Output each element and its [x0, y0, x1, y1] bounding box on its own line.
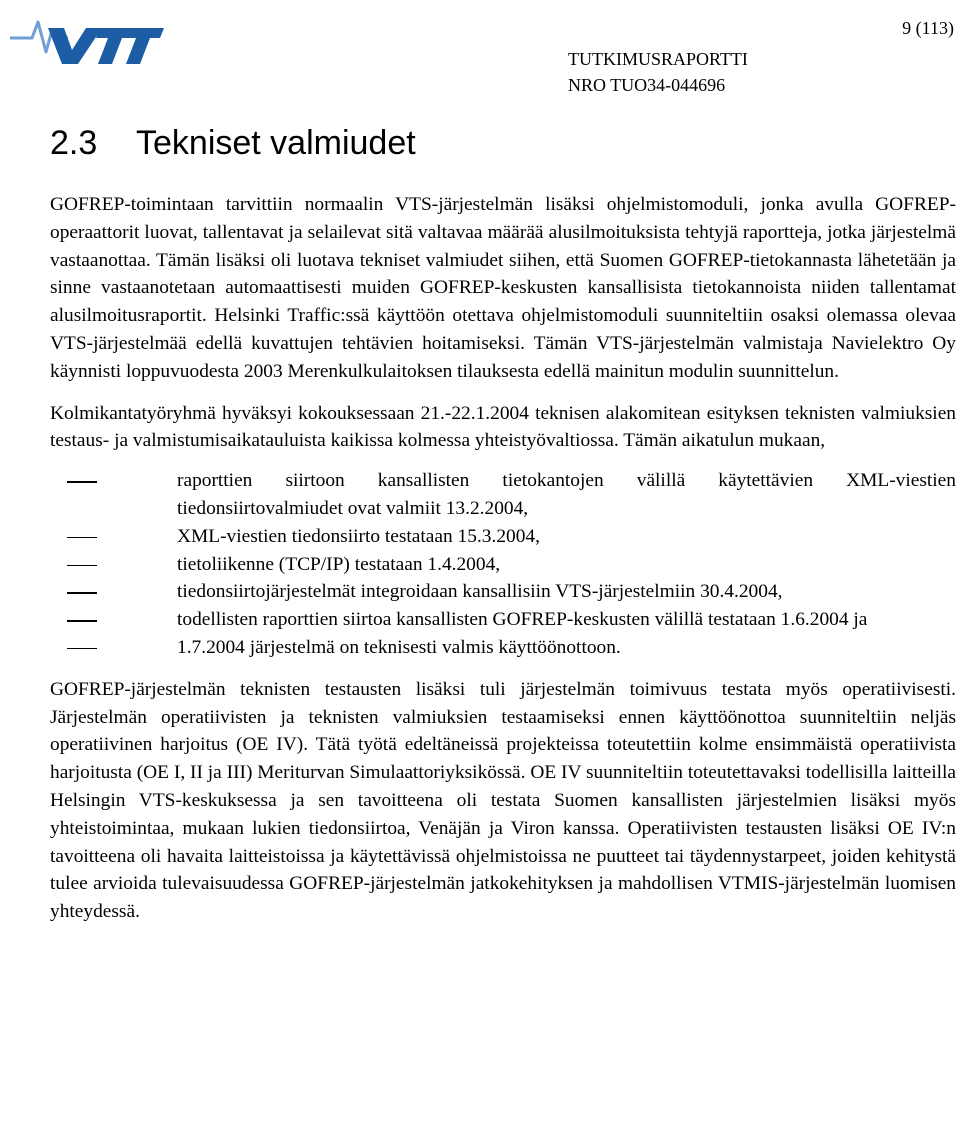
- section-title: Tekniset valmiudet: [136, 124, 416, 162]
- paragraph-operational-testing: GOFREP-järjestelmän teknisten testausten lisäksi tuli järjestelmän toimivuus testata myös operatiivisesti. Järjestelmän operatiivisten ja teknisten valmiuksien testaamiseksi ennen käyttöönottoa suunniteltiin neljäs operatiivinen harjoitus (OE IV). Tätä työtä edeltäneissä projekteissa toteutettiin kolme ensimmäistä operatiivista harjoitusta (OE I, II ja III) Meriturvan Simulaattoriyksikössä. OE IV suunniteltiin toteutettavaksi todellisilla laitteilla Helsingin VTS-keskuksessa ja sen tavoitteena oli testata Suomen kansallisten järjestelmien lisäksi myös yhteistoimintaa, mukaan lukien tiedonsiirtoa, Venäjän ja Viron kanssa. Operatiivisten testausten lisäksi OE IV:n tavoitteena oli havaita laitteistoissa ja käytettävissä ohjelmistoissa ne puutteet tai täydennystarpeet, joiden kehitystä tulee arvioida tulevaisuudessa GOFREP-järjestelmän jatkokehityksen ja mahdollisen VTMIS-järjestelmän luomisen yhteydessä.: [50, 678, 956, 923]
- list-item: tietoliikenne (TCP/IP) testataan 1.4.2004,: [177, 551, 956, 579]
- list-item: raporttien siirtoon kansallisten tietokantojen välillä käytettävien XML-viestien tiedonsiirtovalmiudet ovat valmiit 13.2.2004,: [177, 467, 956, 523]
- schedule-list: [50, 467, 956, 662]
- logo-letter-t2: [124, 28, 164, 64]
- report-info: [568, 46, 748, 98]
- vtt-logo: [8, 8, 164, 66]
- paragraph-schedule-intro: Kolmikantatyöryhmä hyväksyi kokouksessaan 21.-22.1.2004 teknisen alakomitean esityksen teknisten valmiuksien testaus- ja valmistumisaikatauluista kaikissa kolmessa yhteistyövaltiossa. Tämän aikatulun mukaan,: [50, 402, 956, 452]
- list-item: tiedonsiirtojärjestelmät integroidaan kansallisiin VTS-järjestelmiin 30.4.2004,: [177, 578, 956, 606]
- list-item: XML-viestien tiedonsiirto testataan 15.3.2004,: [177, 523, 956, 551]
- section-number: 2.3: [50, 124, 98, 162]
- body-text: [50, 191, 956, 926]
- report-number: NRO TUO34-044696: [568, 75, 726, 95]
- logo-letter-v: [48, 28, 102, 64]
- list-item: todellisten raporttien siirtoa kansallisten GOFREP-keskusten välillä testataan 1.6.2004 ja: [177, 606, 956, 634]
- paragraph-gofrep-module: GOFREP-toimintaan tarvittiin normaalin VTS-järjestelmän lisäksi ohjelmistomoduli, jonka avulla GOFREP-operaattorit luovat, tallentavat ja selailevat sitä valtavaa määrää alusilmoituksista tehtyjä raportteja, jotka järjestelmä vastaanottaa. Tämän lisäksi oli luotava tekniset valmiudet siihen, että Suomen GOFREP-tietokannasta lähetetään ja sinne vastaanotetaan automaattisesti muiden GOFREP-keskusten kansallisista tietokannoista niiden tallentamat alusilmoitusraportit. Helsinki Traffic:ssä käyttöön otettava ohjelmistomoduli suunniteltiin osaksi olemassa olevaa VTS-järjestelmää edellä kuvattujen tehtävien hoitamiseksi. Tämän VTS-järjestelmän valmistaja Navielektro Oy käynnisti loppuvuodesta 2003 Merenkulkulaitoksen tilauksesta edellä mainitun modulin suunnittelun.: [50, 194, 956, 382]
- page-number: 9 (113): [902, 18, 954, 38]
- list-item: 1.7.2004 järjestelmä on teknisesti valmis käyttöönottoon.: [177, 634, 956, 662]
- report-type: TUTKIMUSRAPORTTI: [568, 49, 748, 69]
- section-heading: [50, 124, 416, 163]
